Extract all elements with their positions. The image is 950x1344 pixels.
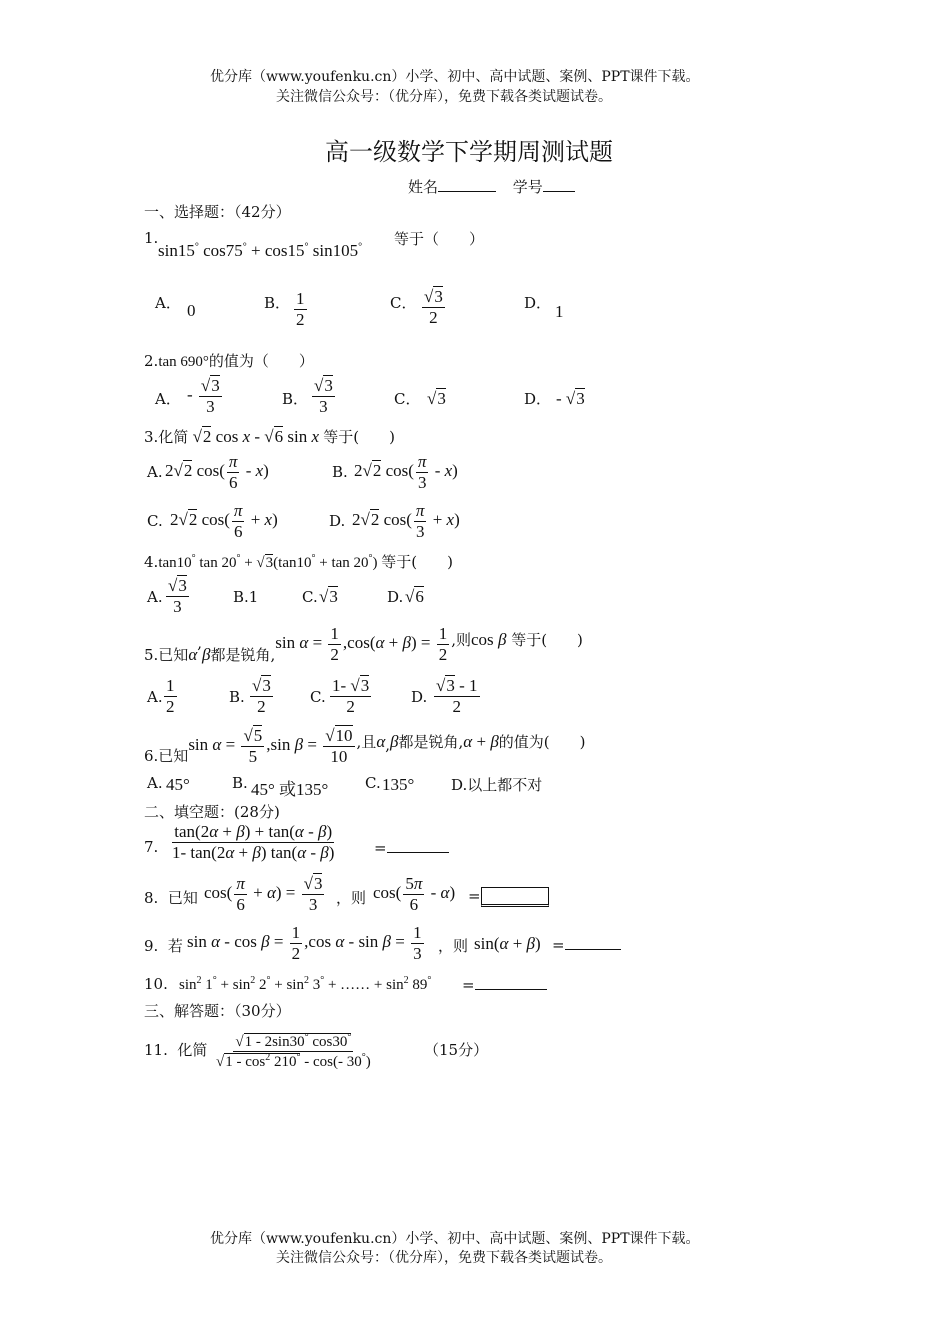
q3-line: 3.化简 √2 cos x - √6 sin x 等于( ) <box>144 427 395 446</box>
q2-option-d-value: - √3 <box>556 389 585 408</box>
q6-option-c-label: C. <box>365 774 381 792</box>
q10-answer: = <box>462 975 547 994</box>
q8-blank[interactable] <box>481 887 549 907</box>
q7-expression: $\frac{\tan(2\alpha + \beta) + \tan(\alpha - \beta)}{1- \tan(2\alpha + \beta) \tan(\alpha - \beta)}$ <box>172 822 335 862</box>
q2-number: 2.tan 690°的值为（ ） <box>144 352 314 370</box>
q10-number: 10. <box>144 975 168 993</box>
q11-expression: $\frac{√1 - 2\sin 30^\circ \cos 30^\circ}{√1 - \cos^2 210^\circ - \cos(- 30^\circ)}$ <box>216 1032 371 1071</box>
q2-option-c-label: C． <box>394 390 421 408</box>
q8-mid: ，则 <box>336 889 367 907</box>
page-title: 高一级数学下学期周测试题 <box>325 138 613 166</box>
q1-option-a-label: A． <box>155 294 181 312</box>
q3-option-b-value: 2√2 cos( $\frac{\pi}{3}$ - x) <box>354 452 458 492</box>
q6-option-a-label: A. <box>147 774 163 792</box>
footer-line-1: 优分库（www.youfenku.cn）小学、初中、高中试题、案例、PPT课件下载。 <box>210 1231 700 1247</box>
q5-option-d-value: $\frac{√3 - 1}{2}$ <box>436 676 478 716</box>
q4-option-c-value: √3 <box>319 587 338 606</box>
q5-option-d-label: D. <box>411 688 428 706</box>
q10-blank[interactable] <box>475 975 547 990</box>
q1-option-c-label: C． <box>390 294 417 312</box>
footer-line-2: 关注微信公众号：（优分库），免费下载各类试题试卷。 <box>276 1250 612 1266</box>
q1-option-b-value: $\frac{1}{2}$ <box>296 289 305 329</box>
q4-option-d-value: √6 <box>405 587 424 606</box>
q5-line: 5.已知α,β都是锐角,sin α = $\frac{1}{2}$ ,cos(α + β) = $\frac{1}{2}$ ,则cos β 等于( ) <box>144 624 583 664</box>
q2-option-d-label: D． <box>524 390 552 408</box>
q5-option-b-label: B. <box>229 688 245 706</box>
q6-option-b-value: 45° 或135° <box>251 780 329 799</box>
q4-option-a-label: A. <box>147 588 163 606</box>
q1-option-b-label: B． <box>264 294 291 312</box>
id-label: 学号 <box>512 178 543 196</box>
q10-expression: $\sin^2 1^\circ + \sin^2 2^\circ + \sin^2 3^\circ$ + …… + $\sin^2 89^\circ$ <box>179 975 432 993</box>
q9-blank[interactable] <box>565 935 621 950</box>
q3-option-c-value: 2√2 cos( $\frac{\pi}{6}$ + x) <box>170 501 278 541</box>
q5-option-c-label: C. <box>310 688 326 706</box>
q6-option-c-value: 135° <box>382 775 415 794</box>
q6-option-d: D.以上都不对 <box>451 776 543 794</box>
name-label: 姓名 <box>408 178 439 196</box>
header-line-2: 关注微信公众号：（优分库），免费下载各类试题试卷。 <box>276 89 612 105</box>
q9-number: 9. 若 <box>144 937 183 955</box>
q9-answer: = <box>552 935 621 954</box>
q8-answer: = <box>468 887 549 907</box>
q8-expression-2: cos( $\frac{5\pi}{6}$ - α) <box>373 874 456 914</box>
q1-number: 1. <box>144 229 159 247</box>
q7-number: 7. <box>144 838 159 856</box>
student-info <box>408 176 575 197</box>
q5-option-c-value: $\frac{1- √3}{2}$ <box>332 676 370 716</box>
header-line-1: 优分库（www.youfenku.cn）小学、初中、高中试题、案例、PPT课件下载。 <box>210 69 700 85</box>
q4-option-c-label: C. <box>302 588 318 606</box>
q9-expression-2: sin(α + β) <box>474 934 541 953</box>
q7-answer: = <box>374 838 449 857</box>
q9-expression: sin α - cos β = $\frac{1}{2}$ ,cos α - sin β = $\frac{1}{3}$ <box>187 923 422 963</box>
q4-option-b: B.1 <box>233 588 259 606</box>
q2-option-b-label: B． <box>282 390 309 408</box>
q3-option-a-label: A. <box>147 463 163 481</box>
q2-option-c-value: √3 <box>427 389 446 408</box>
q2-option-a-value: - $\frac{√3}{3}$ <box>187 376 220 416</box>
q1-tail: 等于（ ） <box>394 230 485 248</box>
q11-points: （15分） <box>424 1041 489 1059</box>
q8-expression: cos( $\frac{\pi}{6}$ + α) = $\frac{√3}{3}$ <box>204 874 323 914</box>
q1-option-c-value: $\frac{√3}{2}$ <box>424 287 443 327</box>
q5-option-a-value: $\frac{1}{2}$ <box>166 676 175 716</box>
q5-option-b-value: $\frac{√3}{2}$ <box>252 676 271 716</box>
q4-option-d-label: D. <box>387 588 404 606</box>
q3-option-d-value: 2√2 cos( $\frac{\pi}{3}$ + x) <box>352 501 460 541</box>
q2-option-a-label: A． <box>155 390 181 408</box>
section-heading-solve: 三、解答题：（30分） <box>144 1002 291 1020</box>
q4-line: 4.tan10° tan 20° + √3(tan10° + tan 20°) 等于( ) <box>144 553 454 571</box>
q6-option-b-label: B. <box>232 774 248 792</box>
q5-option-a-label: A. <box>147 688 163 706</box>
q1-option-d-label: D． <box>524 294 552 312</box>
section-heading-fill: 二、填空题：(28分) <box>144 803 280 821</box>
q1-option-a-value: 0 <box>187 301 196 320</box>
q9-mid: ，则 <box>438 937 469 955</box>
q1-expression: sin15° cos75° + cos15° sin105° <box>158 241 363 260</box>
q3-option-a-value: 2√2 cos( $\frac{\pi}{6}$ - x) <box>165 452 269 492</box>
q3-option-d-label: D. <box>329 512 346 530</box>
q6-line: 6.已知sin α = $\frac{√5}{5}$ ,sin β = $\frac{√10}{10}$ ,且α,β都是锐角,α + β的值为( ) <box>144 726 586 766</box>
q8-number: 8. 已知 <box>144 889 198 907</box>
q6-option-a-value: 45° <box>166 775 190 794</box>
q2-option-b-value: $\frac{√3}{3}$ <box>314 376 333 416</box>
q11-number: 11. 化简 <box>144 1041 208 1059</box>
q4-option-a-value: $\frac{√3}{3}$ <box>168 576 187 616</box>
section-heading-choice: 一、选择题：（42分） <box>144 203 291 221</box>
q7-blank[interactable] <box>387 838 449 853</box>
q3-option-b-label: B. <box>332 463 348 481</box>
name-blank[interactable] <box>438 177 496 192</box>
q1-option-d-value: 1 <box>555 302 564 321</box>
q3-option-c-label: C. <box>147 512 163 530</box>
id-blank[interactable] <box>543 177 575 192</box>
